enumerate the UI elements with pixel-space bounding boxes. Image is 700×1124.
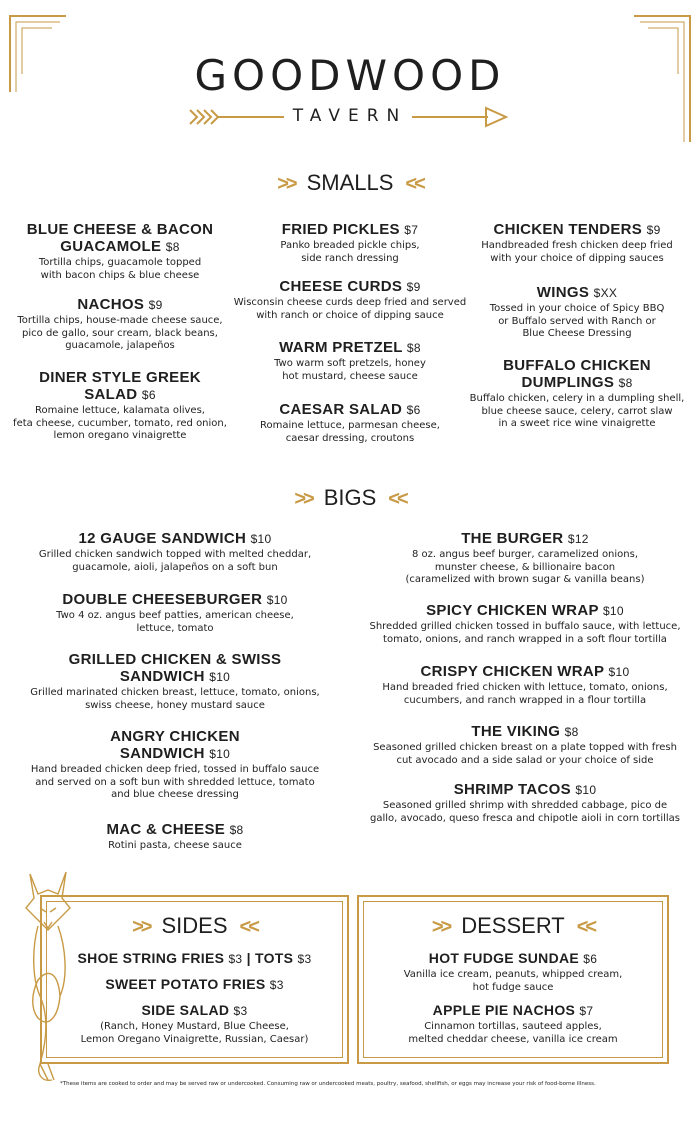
chevron-left-icon: >> bbox=[294, 488, 312, 510]
smalls-section-title bbox=[0, 170, 700, 196]
menu-item-nachos: NACHOS $9 Tortilla chips, house-made cheese sauce, pico de gallo, sour cream, black beans, guacamole, jalapeños bbox=[17, 296, 223, 351]
smalls-title: SMALLS bbox=[306, 170, 394, 195]
menu-item-angry-chicken: ANGRY CHICKEN SANDWICH $10 Hand breaded chicken deep fried, tossed in buffalo sauce and served on a soft bun with shredded lettuce, tomato and blue cheese dressing bbox=[30, 728, 320, 800]
menu-item-the-burger: THE BURGER $12 8 oz. angus beef burger, caramelized onions, munster cheese, & billionaire bacon (caramelized with brown sugar & vanilla beans) bbox=[405, 530, 645, 585]
menu-item-crispy-chicken-wrap: CRISPY CHICKEN WRAP $10 Hand breaded fried chicken with lettuce, tomato, onions, cucumbers, and ranch wrapped in a flour tortilla bbox=[382, 663, 668, 706]
chevron-right-icon: << bbox=[239, 916, 257, 938]
side-item-sweet-potato-fries: SWEET POTATO FRIES $3 bbox=[105, 976, 284, 992]
chevron-left-icon: >> bbox=[431, 916, 450, 938]
menu-item-grilled-chicken-swiss: GRILLED CHICKEN & SWISS SANDWICH $10 Grilled marinated chicken breast, lettuce, tomato, onions, swiss cheese, honey mustard sauce bbox=[30, 651, 320, 711]
menu-item-mac-cheese: MAC & CHEESE $8 Rotini pasta, cheese sauce bbox=[106, 821, 244, 851]
menu-item-spicy-chicken-wrap: SPICY CHICKEN WRAP $10 Shredded grilled chicken tossed in buffalo sauce, with lettuce, tomato, onions, and ranch wrapped in a soft flour tortilla bbox=[369, 602, 681, 645]
menu-item-blue-cheese-guacamole: BLUE CHEESE & BACON GUACAMOLE $8 Tortilla chips, guacamole topped with bacon chips & blue cheese bbox=[26, 221, 214, 281]
sides-title: SIDES bbox=[161, 913, 228, 938]
menu-item-12-gauge-sandwich: 12 GAUGE SANDWICH $10 Grilled chicken sandwich topped with melted cheddar, guacamole, aioli, jalapeños on a soft bun bbox=[38, 530, 312, 573]
sides-section-title bbox=[42, 913, 347, 939]
header bbox=[0, 52, 700, 100]
menu-item-double-cheeseburger: DOUBLE CHEESEBURGER $10 Two 4 oz. angus beef patties, american cheese, lettuce, tomato bbox=[56, 591, 294, 634]
dessert-title: DESSERT bbox=[461, 913, 565, 938]
menu-item-caesar-salad: CAESAR SALAD $6 Romaine lettuce, parmesan cheese, caesar dressing, croutons bbox=[260, 401, 440, 444]
brand-subtitle: TAVERN bbox=[292, 106, 408, 126]
brand-name: GOODWOOD bbox=[194, 51, 506, 100]
dessert-item-apple-pie-nachos: APPLE PIE NACHOS $7 Cinnamon tortillas, sauteed apples, melted cheddar cheese, vanilla ice cream bbox=[408, 1002, 618, 1045]
arrow-row bbox=[188, 102, 512, 132]
menu-item-buffalo-dumplings: BUFFALO CHICKEN DUMPLINGS $8 Buffalo chicken, celery in a dumpling shell, blue cheese sauce, celery, carrot slaw in a sweet rice wine vinaigrette bbox=[469, 357, 685, 429]
side-item-fries-tots: SHOE STRING FRIES $3 | TOTS $3 bbox=[77, 950, 312, 966]
menu-item-fried-pickles: FRIED PICKLES $7 Panko breaded pickle chips, side ranch dressing bbox=[280, 221, 420, 264]
menu-item-shrimp-tacos: SHRIMP TACOS $10 Seasoned grilled shrimp with shredded cabbage, pico de gallo, avocado, queso fresca and chipotle aioli in corn tortillas bbox=[369, 781, 680, 824]
side-item-side-salad: SIDE SALAD $3 (Ranch, Honey Mustard, Blue Cheese, Lemon Oregano Vinaigrette, Russian, Caesar) bbox=[80, 1002, 309, 1045]
chevron-right-icon: << bbox=[405, 173, 423, 195]
menu-item-warm-pretzel: WARM PRETZEL $8 Two warm soft pretzels, honey hot mustard, cheese sauce bbox=[274, 339, 426, 382]
menu-item-cheese-curds: CHEESE CURDS $9 Wisconsin cheese curds deep fried and served with ranch or choice of dipping sauce bbox=[233, 278, 467, 321]
chevron-right-icon: << bbox=[388, 488, 406, 510]
menu-item-wings: WINGS $XX Tossed in your choice of Spicy BBQ or Buffalo served with Ranch or Blue Cheese Dressing bbox=[489, 284, 665, 339]
footnote: *These items are cooked to order and may be served raw or undercooked. Consuming raw or undercooked meats, poultry, seafood, shellfish, or eggs may increase your risk of food-borne illness. bbox=[60, 1081, 596, 1087]
bigs-title: BIGS bbox=[323, 485, 377, 510]
bigs-section-title bbox=[0, 485, 700, 511]
chevron-right-icon: << bbox=[576, 916, 595, 938]
dessert-item-hot-fudge-sundae: HOT FUDGE SUNDAE $6 Vanilla ice cream, peanuts, whipped cream, hot fudge sauce bbox=[403, 950, 623, 993]
chevron-left-icon: >> bbox=[277, 173, 295, 195]
menu-item-the-viking: THE VIKING $8 Seasoned grilled chicken breast on a plate topped with fresh cut avocado and a side salad or your choice of side bbox=[373, 723, 677, 766]
chevron-left-icon: >> bbox=[132, 916, 150, 938]
menu-item-chicken-tenders: CHICKEN TENDERS $9 Handbreaded fresh chicken deep fried with your choice of dipping sauces bbox=[481, 221, 673, 264]
dessert-section-title bbox=[359, 913, 667, 939]
menu-item-greek-salad: DINER STYLE GREEK SALAD $6 Romaine lettuce, kalamata olives, feta cheese, cucumber, tomato, red onion, lemon oregano vinaigrette bbox=[13, 369, 227, 441]
